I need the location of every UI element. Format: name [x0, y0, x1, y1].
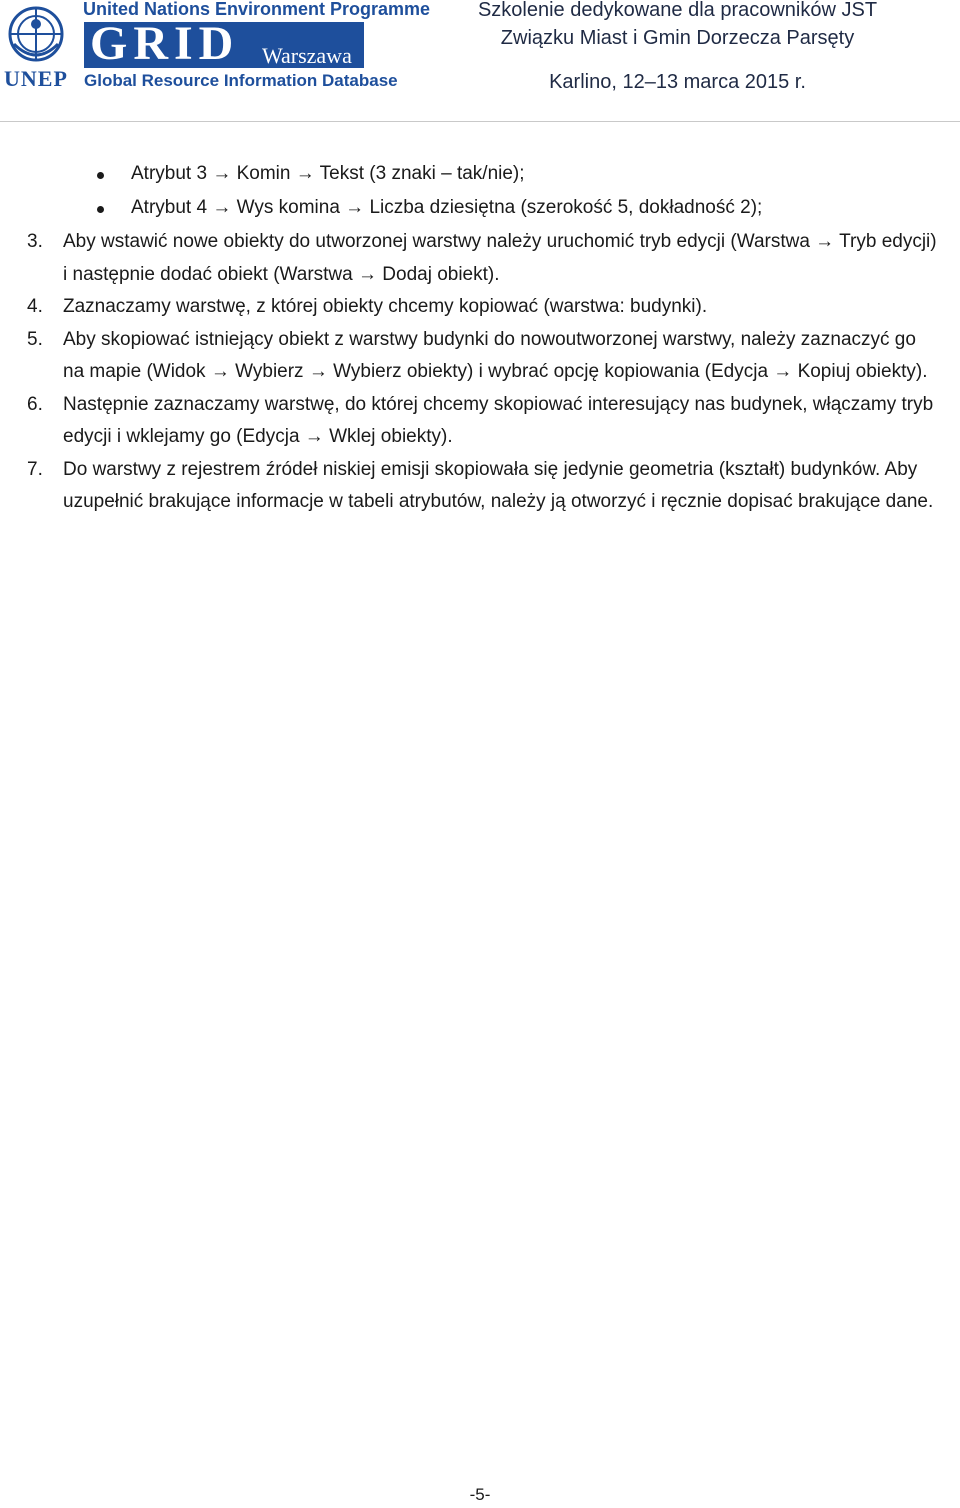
step-text: Aby wstawić nowe obiekty do utworzonej warstwy należy uruchomić tryb edycji (Warstwa → Tryb edycji) i następnie dodać obiekt (Warstwa → Dodaj obiekt).	[63, 231, 937, 285]
list-item	[0, 291, 960, 324]
list-item	[0, 324, 960, 389]
step-text: Do warstwy z rejestrem źródeł niskiej emisji skopiowała się jedynie geometria (kształt) budynków. Aby uzupełnić brakujące informacje w tabeli atrybutów, należy ją otworzyć i ręcznie dopisać brakujące dane.	[63, 458, 934, 512]
document-body	[0, 158, 960, 519]
place-date: Karlino, 12–13 marca 2015 r.	[549, 71, 806, 93]
list-item	[0, 158, 960, 192]
bullet-text: Atrybut 4 → Wys komina → Liczba dziesiętna (szerokość 5, dokładność 2);	[131, 197, 763, 218]
step-number: 5.	[27, 328, 43, 350]
grid-logo-city: Warszawa	[262, 43, 352, 68]
bullet-icon	[97, 172, 104, 179]
bullet-icon	[97, 206, 104, 213]
list-item	[0, 389, 960, 454]
step-number: 4.	[27, 296, 43, 317]
step-number: 7.	[27, 458, 43, 480]
step-number: 3.	[27, 231, 43, 252]
list-item	[0, 226, 960, 291]
page-number: -5-	[469, 1485, 491, 1504]
list-item	[0, 454, 960, 519]
training-title-line2: Związku Miast i Gmin Dorzecza Parsęty	[500, 27, 855, 49]
grid-logo-letters: GRID	[90, 17, 240, 70]
training-title-line1: Szkolenie dedykowane dla pracowników JST	[477, 0, 878, 21]
list-item	[0, 192, 960, 226]
step-number: 6.	[27, 393, 43, 415]
org-name: United Nations Environment Programme	[83, 0, 431, 19]
step-text: Aby skopiować istniejący obiekt z warstwy budynki do nowoutworzonej warstwy, należy zaznaczyć go na mapie (Widok → Wybierz → Wybierz obiekty) i wybrać opcję kopiowania (Edycja → Kopiuj obiekty).	[63, 328, 928, 382]
unep-acronym: UNEP	[4, 66, 68, 91]
un-emblem-icon	[4, 4, 68, 68]
bullet-text: Atrybut 3 → Komin → Tekst (3 znaki – tak/nie);	[131, 163, 525, 184]
step-text: Następnie zaznaczamy warstwę, do której chcemy skopiować interesujący nas budynek, włączamy tryb edycji i wklejamy go (Edycja → Wklej obiekty).	[63, 393, 934, 447]
database-name: Global Resource Information Database	[84, 71, 398, 90]
page-header	[0, 0, 960, 122]
header-divider	[0, 121, 960, 122]
step-text: Zaznaczamy warstwę, z której obiekty chcemy kopiować (warstwa: budynki).	[63, 296, 708, 317]
